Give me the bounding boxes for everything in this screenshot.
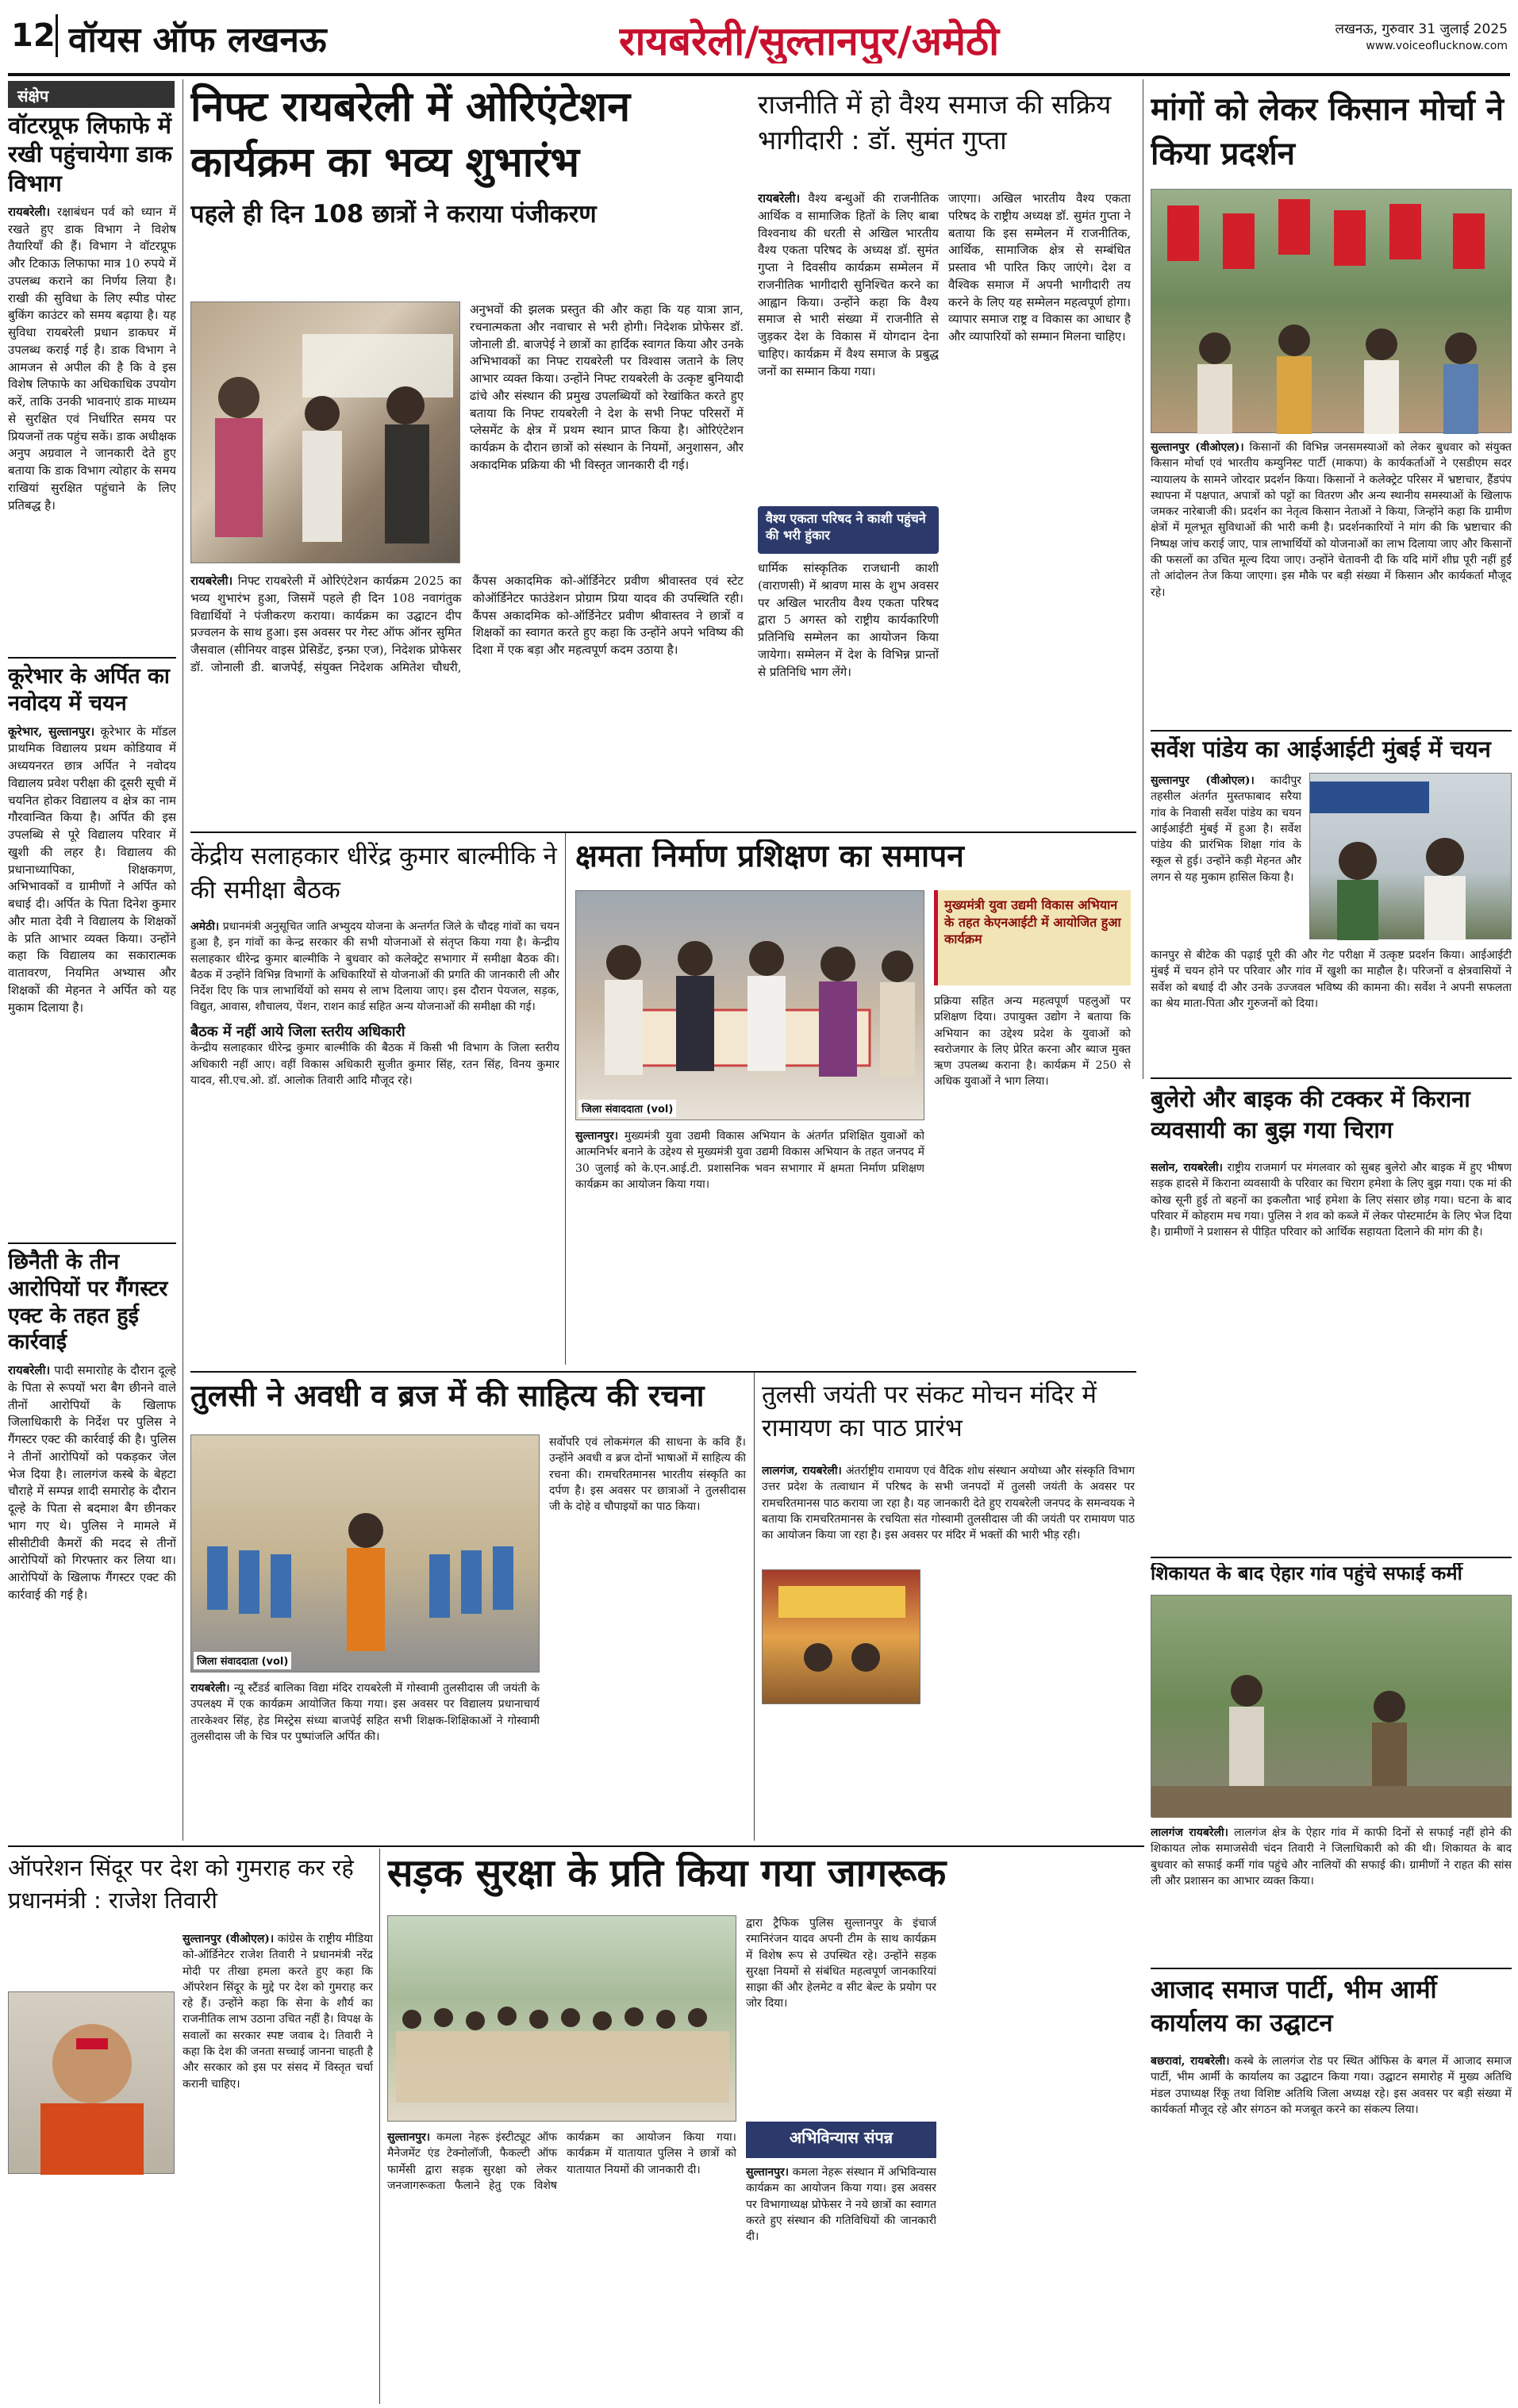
sarvesh-story	[1151, 736, 1512, 1070]
row3-rule	[190, 1371, 1136, 1373]
tulsi-body-2: सर्वोपरि एवं लोकमंगल की साधना के कवि हैं। उन्होंने अवधी व ब्रज दोनों भाषाओं में साहित्य की रचना की। रामचरितमानस भारतीय संस्कृति का दर्पण है। इस अवसर पर छात्राओं ने तुलसीदास जी के दोहे व चौपाइयों का पाठ किया।	[549, 1436, 746, 1514]
sindoor-body-wrap	[8, 1931, 373, 2399]
nift-subhead: पहले ही दिन 108 छात्रों ने कराया पंजीकरण	[190, 200, 597, 229]
road-photo-crowd	[388, 1916, 737, 2122]
tulsi-photo	[190, 1434, 540, 1673]
capacity-body-2: प्रक्रिया सहित अन्य महत्वपूर्ण पहलुओं पर प्रशिक्षण दिया। उपायुक्त उद्योग ने बताया कि अभियान का उद्देश्य प्रदेश के युवाओं को स्वरोजगार के लिए प्रेरित करना और ब्याज मुक्त ऋण उपलब्ध कराना है। कार्यक्रम में 250 से अधिक युवाओं ने भाग लिया।	[934, 995, 1131, 1089]
cleanup-body: लालगंज क्षेत्र के ऐहार गांव में काफी दिनों से सफाई नहीं होने की शिकायत लोक समाजसेवी चंदन तिवारी ने जिलाधिकारी को की थी। शिकायत के बाद बुधवार को सफाई कर्मी गांव पहुंचे और नालियों की सफाई की। ग्रामीणों ने राहत की सांस ली और प्रशासन का आभार व्यक्त किया।	[1151, 1826, 1512, 1888]
accident-dateline: सलोन, रायबरेली।	[1151, 1162, 1223, 1174]
accident-headline: बुलेरो और बाइक की टक्कर में किराना व्यवसायी का बुझ गया चिराग	[1151, 1085, 1470, 1144]
nift-body-1-wrap	[190, 573, 744, 824]
road-body-1: कमला नेहरू इंस्टीट्यूट ऑफ मैनेजमेंट एंड टेक्नोलॉजी, फैकल्टी ऑफ फार्मेसी द्वारा सड़क सुरक्षा को लेकर जनजागरूकता फैलाने हेतु एक विशेष कार्यक्रम का आयोजन किया गया। कार्यक्रम में यातायात पुलिस ने छात्रों को यातायात नियमों की जानकारी दी।	[387, 2131, 736, 2192]
sarvesh-photo	[1309, 773, 1512, 939]
sarvesh-body-2: कानपुर से बीटेक की पढ़ाई पूरी की और गेट परीक्षा में उत्कृष्ट प्रदर्शन किया। आईआईटी मुंबई में चयन होने पर परिवार और गांव में खुशी का माहौल है। परिजनों व क्षेत्रवासियों ने सर्वेश को बधाई दी और उनके उज्जवल भविष्य की कामना की। सर्वेश ने अपनी सफलता का श्रेय माता-पिता और गुरुजनों को दिया।	[1151, 949, 1512, 1010]
vaishya-headline: राजनीति में हो वैश्य समाज की सक्रिय भागीदारी : डॉ. सुमंत गुप्ता	[758, 89, 1112, 156]
accident-rule	[1151, 1077, 1512, 1079]
vaishya-body-1: वैश्य बन्धुओं की राजनीतिक आर्थिक व सामाजिक हितों के लिए बाबा विश्वनाथ की धरती से अखिल भारतीय वैश्य एकता परिषद के अध्यक्ष डॉ. सुमंत गुप्ता ने दिवसीय कार्यक्रम सम्मेलन में राजनीतिक भागीदारी सुनिश्चित करने का आह्वान किया। उन्होंने कहा कि वैश्य समाज से भारी संख्या में राजनीति से जुड़कर देश के विकास में योगदान देना चाहिए। कार्यक्रम में वैश्य समाज के प्रबुद्ध जनों का सम्मान किया गया।	[758, 191, 939, 378]
nift-story	[190, 79, 746, 825]
capacity-body-1: मुख्यमंत्री युवा उद्यमी विकास अभियान के अंतर्गत प्रशिक्षित युवाओं को आत्मनिर्भर बनाने के उद्देश्य से मुख्यमंत्री युवा उद्यमी विकास अभियान के तहत जनपद में 30 जुलाई को के.एन.आई.टी. प्रशासनिक भवन सभागार में क्षमता निर्माण प्रशिक्षण कार्यक्रम का आयोजन किया गया।	[575, 1130, 924, 1191]
accident-body: राष्ट्रीय राजमार्ग पर मंगलवार को सुबह बुलेरो और बाइक में हुए भीषण सड़क हादसे में किराना व्यवसायी के परिवार का चिराग हमेशा के लिए बुझ गया। एक मां की कोख सूनी हुई तो बहनों का इकलौता भाई हमेशा के लिए संसार छोड़ गया। घटना के बाद परिवार में कोहराम मच गया। पुलिस ने शव को कब्जे में लेकर पोस्टमार्टम के लिए भेज दिया है। ग्रामीणों ने प्रशासन से पीड़ित परिवार को आर्थिक सहायता दिलाने की मांग की है।	[1151, 1162, 1512, 1239]
sidebar-story-2	[8, 663, 176, 1235]
sidebar-body-2: कूरेभार के मॉडल प्राथमिक विद्यालय प्रथम कोडियाव में अध्ययनरत छात्र अर्पित ने नवोदय विद्यालय प्रवेश परीक्षा की दूसरी सूची में चयनित होकर विद्यालय व क्षेत्र का नाम गौरवान्वित किया है। अर्पित की इस उपलब्धि से पूरे विद्यालय परिवार में खुशी की लहर है। विद्यालय की प्रधानाध्यापिका, शिक्षकगण, अभिभावकों व ग्रामीणों ने अर्पित को बधाई दी। अर्पित के पिता दिनेश कुमार और माता देवी ने विद्यालय के शिक्षकों के प्रति आभार व्यक्त किया। उन्होंने कहा कि विद्यालय का सकारात्मक वातावरण, नियमित अभ्यास और शिक्षकों की मेहनत ने अर्पित को यह मुकाम दिलाया है।	[8, 724, 176, 1015]
sidebar-headline-2: कूरेभार के अर्पित का नवोदय में चयन	[8, 664, 170, 716]
tulsi-jayanti-dateline: लालगंज, रायबरेली।	[762, 1465, 842, 1477]
sidebar-tab	[8, 81, 175, 108]
road-body-1-wrap	[387, 2130, 736, 2399]
capacity-photo-figures	[576, 891, 925, 1121]
sarvesh-body-1-wrap	[1151, 773, 1301, 943]
sarvesh-headline: सर्वेश पांडेय का आईआईटी मुंबई में चयन	[1151, 736, 1491, 762]
capacity-highlight: मुख्यमंत्री युवा उद्यमी विकास अभियान के तहत केएनआईटी में आयोजित हुआ कार्यक्रम	[944, 897, 1121, 947]
nift-headline: निफ्ट रायबरेली में ओरिएंटेशन कार्यक्रम का भव्य शुभारंभ	[190, 83, 631, 187]
farmers-photo	[1151, 189, 1512, 433]
farmers-story	[1151, 87, 1512, 722]
section-title: रायबरेली/सुल्तानपुर/अमेठी	[619, 18, 1000, 63]
azad-body: कस्बे के लालगंज रोड पर स्थित ऑफिस के बगल में आजाद समाज पार्टी, भीम आर्मी के कार्यालय का उद्घाटन किया गया। उद्घाटन समारोह में मुख्य अतिथि मंडल उपाध्यक्ष रिंकू तथा विशिष्ट अतिथि जिला अध्यक्ष रहे। इस अवसर पर बड़ी संख्या में कार्यकर्ता मौजूद रहे और संगठन को मजबूत करने का संकल्प लिया।	[1151, 2055, 1512, 2116]
road-story	[387, 1852, 1136, 2399]
farmers-headline: मांगों को लेकर किसान मोर्चा ने किया प्रदर्शन	[1151, 91, 1504, 172]
tulsi-body-1: न्यू स्टैंडर्ड बालिका विद्या मंदिर रायबरेली में गोस्वामी तुलसीदास जी जयंती के उपलक्ष्य में एक कार्यक्रम आयोजित किया गया। इस अवसर पर विद्यालय प्रधानाचार्य तारकेश्वर सिंह, हेड मिस्ट्रेस संध्या बाजपेई सहित सभी शिक्षक-शिक्षिकाओं ने गोस्वामी तुलसीदास जी के चित्र पर पुष्पांजलि अर्पित की।	[190, 1682, 540, 1743]
cleanup-story	[1151, 1563, 1512, 1960]
paper-name: वॉयस ऑफ लखनऊ	[68, 20, 327, 60]
capacity-highlight-box	[934, 890, 1131, 985]
masthead-divider	[56, 14, 58, 57]
tulsi-jayanti-story	[762, 1379, 1135, 1839]
committee-body: प्रधानमंत्री अनुसूचित जाति अभ्युदय योजना के अन्तर्गत जिले के चौदह गांवों का चयन हुआ है, इन गांवों का केन्द्र सरकार की सभी योजनाओं से संतृप्त किया गया है। केन्द्रीय सलाहकार धीरेन्द्र कुमार बाल्मीकि ने बुधवार को कलेक्ट्रेट सभागार में समीक्षा बैठक की। बैठक में उन्होंने विभिन्न विभागों के अधिकारियों से योजनाओं की प्रगति की जानकारी ली और निर्देश दिए कि पात्र लाभार्थियों को समय से लाभ दिलाया जाए। इस दौरान पेयजल, सड़क, विद्युत, आवास, शौचालय, पेंशन, राशन कार्ड सहित अन्य योजनाओं की समीक्षा की गई।	[190, 920, 559, 1014]
road-box-body: कमला नेहरू संस्थान में अभिविन्यास कार्यक्रम का आयोजन किया गया। इस अवसर पर विभागाध्यक्ष प्रोफेसर ने नये छात्रों का स्वागत करते हुए संस्थान की गतिविधियों की जानकारी दी।	[746, 2166, 936, 2244]
capacity-photo	[575, 890, 924, 1120]
road-body-2: द्वारा ट्रैफिक पुलिस सुल्तानपुर के इंचार्ज रमानिरंजन यादव अपनी टीम के साथ कार्यक्रम में विशेष रूप से उपस्थित रहे। उन्होंने सड़क सुरक्षा नियमों से संबंधित महत्वपूर्ण जानकारियां साझा कीं और हेलमेट व सीट बेल्ट के प्रयोग पर जोर दिया।	[746, 1917, 936, 2011]
committee-dateline: अमेठी।	[190, 920, 220, 933]
cleanup-photo	[1151, 1595, 1512, 1817]
tulsi-photo-figures	[191, 1435, 540, 1673]
vaishya-box	[758, 506, 939, 554]
page-number: 12	[11, 17, 56, 54]
farmers-body-wrap	[1151, 440, 1512, 722]
tulsi-story	[190, 1379, 746, 1839]
vaishya-box-label: वैश्य एकता परिषद ने काशी पहुंचने की भरी हुंकार	[766, 511, 926, 543]
sidebar-headline-3: छिनैती के तीन आरोपियों पर गैंगस्टर एक्ट के तहत हुई कार्रवाई	[8, 1250, 168, 1355]
road-box	[746, 2122, 936, 2158]
committee-subhead: बैठक में नहीं आये जिला स्तरीय अधिकारी	[190, 1023, 405, 1040]
sindoor-headline: ऑपरेशन सिंदूर पर देश को गुमराह कर रहे प्रधानमंत्री : राजेश तिवारी	[8, 1854, 354, 1914]
nift-photo-figures	[191, 302, 461, 564]
bottom-row-rule	[8, 1845, 1144, 1847]
nift-photo	[190, 301, 460, 563]
tulsi-jayanti-body-wrap	[762, 1463, 1135, 1839]
committee-headline: केंद्रीय सलाहकार धीरेंद्र कुमार बाल्मीकि ने की समीक्षा बैठक	[190, 842, 557, 905]
sidebar-dateline-2: कूरेभार, सुल्तानपुर।	[8, 724, 95, 739]
vaishya-dateline: रायबरेली।	[758, 191, 801, 205]
sindoor-body: कांग्रेस के राष्ट्रीय मीडिया को-ऑर्डिनेटर राजेश तिवारी ने प्रधानमंत्री नरेंद्र मोदी पर तीखा हमला करते हुए कहा कि ऑपरेशन सिंदूर के मुद्दे पर देश को गुमराह कर रहे हैं। उन्होंने कहा कि सेना के शौर्य का राजनीतिक लाभ उठाना उचित नहीं है। विपक्ष के सवालों का सरकार स्पष्ट जवाब दे। तिवारी ने कहा कि देश की जनता सच्चाई जानना चाहती है और सरकार को इस पर संसद में विस्तृत चर्चा करानी चाहिए।	[183, 1933, 373, 2091]
sidebar-tab-label: संक्षेप	[17, 86, 49, 106]
azad-headline: आजाद समाज पार्टी, भीम आर्मी कार्यालय का उद्घाटन	[1151, 1976, 1437, 2037]
sindoor-divider	[379, 1849, 380, 2404]
tulsi-dateline: रायबरेली।	[190, 1682, 230, 1695]
capacity-photo-caption: जिला संवाददाता (vol)	[578, 1100, 676, 1117]
road-dateline: सुल्तानपुर।	[387, 2131, 431, 2144]
vaishya-col-left	[758, 190, 939, 500]
road-photo	[387, 1915, 736, 2122]
vaishya-body-3: जाएगा। अखिल भारतीय वैश्य एकता परिषद के राष्ट्रीय अध्यक्ष डॉ. सुमंत गुप्ता ने बताया कि इस सम्मेलन में राजनीतिक, आर्थिक, सामाजिक क्षेत्र से सम्बंधित प्रस्ताव भी पारित किए जाएंगे। देश व वैश्विक समाज में अपनी भागीदारी तय करने के लिए यह सम्मेलन महत्वपूर्ण होगा। व्यापार समाज राष्ट्र व विकास का आधार है और व्यापारियों को सम्मान मिलना चाहिए।	[948, 191, 1131, 344]
sidebar-rule-2	[8, 1242, 176, 1244]
azad-dateline: बछरावां, रायबरेली।	[1151, 2055, 1230, 2068]
committee-story	[190, 839, 559, 1363]
nift-body-2: अनुभवों की झलक प्रस्तुत की और कहा कि यह यात्रा ज्ञान, रचनात्मकता और नवाचार से भरी होगी। निदेशक प्रोफेसर डॉ. जोनाली डी. बाजपेई ने छात्रों का हार्दिक स्वागत किया और उनके अभिभावकों का निफ्ट रायबरेली पर विश्वास जताने के लिए आभार व्यक्त किया। उन्होंने निफ्ट रायबरेली के उत्कृष्ट बुनियादी ढांचे और संस्थान की प्रमुख उपलब्धियों को रेखांकित करते हुए बताया कि निफ्ट रायबरेली ने देश के सभी निफ्ट परिसरों में प्लेसमेंट के क्षेत्र में प्रथम स्थान प्राप्त किया है। ओरिएंटेशन कार्यक्रम के दौरान छात्रों को संस्थान के नियमों, अनुशासन, और अकादमिक प्रक्रिया की भी विस्तृत जानकारी दी गई।	[470, 302, 744, 472]
sidebar-body-3: पादी समाराोह के दौरान दूल्हे के पिता से रूपयों भरा बैग छीनने वाले तीनों आरोपियों के खिलाफ जिलाधिकारी के निर्देश पर पुलिस ने गैंगस्टर एक्ट की कार्रवाई की है। पुलिस ने तीनों आरोपियों को पकड़कर जेल भेज दिया है। लालगंज कस्बे के बेहटा चौराहे में सम्पन्न शादी समारोह के दौरान दूल्हे के पिता से बदमाश बैग छीनकर भाग गए थे। पुलिस ने मामले में सीसीटीवी कैमरों की मदद से तीनों आरोपियों को गिरफ्तार कर लिया था। आरोपियों के खिलाफ गैंगस्टर एक्ट की कार्रवाई की गई है।	[8, 1363, 176, 1602]
nift-dateline: रायबरेली।	[190, 574, 233, 588]
masthead	[0, 0, 1518, 71]
road-box-label: अभिविन्यास संपन्न	[789, 2128, 894, 2147]
sindoor-photo-spacer	[8, 1931, 183, 2182]
road-box-body-wrap	[746, 2164, 936, 2399]
tulsi-body-1-wrap	[190, 1680, 540, 1839]
sidebar-headline-1: वॉटरप्रूफ लिफाफे में रखी पहुंचायेगा डाक विभाग	[8, 112, 173, 197]
azad-body-wrap	[1151, 2053, 1512, 2399]
cleanup-photo-figures	[1151, 1596, 1512, 1818]
vaishya-columns	[758, 190, 1131, 825]
committee-body-wrap	[190, 919, 559, 1363]
committee-divider	[565, 833, 566, 1365]
vaishya-body-2: धार्मिक सांस्कृतिक राजधानी काशी (वाराणसी) में श्रावण मास के शुभ अवसर पर अखिल भारतीय वैश्य एकता परिषद द्वारा 5 अगस्त को राष्ट्रीय कार्यकारिणी प्रतिनिधि सम्मेलन का आयोजन किया जायेगा। सम्मेलन में देश के विभिन्न प्रान्तों से प्रतिनिधि भाग लेंगे।	[758, 561, 939, 679]
cleanup-headline: शिकायत के बाद ऐहार गांव पहुंचे सफाई कर्मी	[1151, 1563, 1462, 1584]
tulsi-headline: तुलसी ने अवधी व ब्रज में की साहित्य की रचना	[190, 1379, 705, 1413]
sidebar-story-3	[8, 1249, 176, 1836]
azad-rule	[1151, 1968, 1512, 1969]
sidebar-rule-1	[8, 657, 176, 659]
capacity-headline: क्षमता निर्माण प्रशिक्षण का समापन	[575, 839, 964, 874]
accident-story	[1151, 1084, 1512, 1552]
tulsi-photo-caption: जिला संवाददाता (vol)	[194, 1652, 291, 1669]
cleanup-body-wrap	[1151, 1825, 1512, 1960]
farmers-dateline: सुल्तानपुर (वीओएल)।	[1151, 441, 1244, 454]
cleanup-dateline: लालगंज रायबरेली।	[1151, 1826, 1228, 1839]
sidebar-story-1	[8, 111, 176, 651]
masthead-rule	[8, 73, 1510, 76]
capacity-dateline: सुल्तानपुर।	[575, 1130, 619, 1143]
farmers-body: किसानों की विभिन्न जनसमस्याओं को लेकर बुधवार को संयुक्त किसान मोर्चा एवं भारतीय कम्युनिस्ट पार्टी (माकपा) के कार्यकर्ताओं ने एसडीएम सदर न्यायालय के सामने जोरदार प्रदर्शन किया। किसानों ने कलेक्ट्रेट परिसर में भ्रष्टाचार, हैंडपंप स्थापना में पक्षपात, अपात्रों को पट्टों का वितरण और अन्य स्थानीय समस्याओं के खिलाफ जमकर नारेबाजी की। प्रदर्शन का नेतृत्व किसान नेताओं ने किया, जिन्होंने कहा कि ग्रामीण क्षेत्रों में मूलभूत सुविधाओं की भारी कमी है। प्रदर्शनकारियों ने मांग की कि भ्रष्टाचार की निष्पक्ष जांच कराई जाए, पात्र लाभार्थियों को योजनाओं का लाभ दिलाया जाए और किसानों की फसलों का उचित मूल्य दिया जाए। उन्होंने चेतावनी दी कि यदि मांगें शीघ्र पूरी नहीं हुईं तो आंदोलन तेज किया जाएगा। इस मौके पर बड़ी संख्या में किसान और कार्यकर्ता मौजूद रहे।	[1151, 441, 1512, 599]
sarvesh-photo-figures	[1310, 774, 1512, 940]
sidebar-body-1: रक्षाबंधन पर्व को ध्यान में रखते हुए डाक विभाग ने विशेष तैयारियाँ की हैं। विभाग ने वॉटरप्रूफ और टिकाऊ लिफाफा मात्र 10 रुपये में उपलब्ध कराने का निर्णय लिया है। राखी की सुविधा के लिए स्पीड पोस्ट बुकिंग काउंटर को समय बढ़ाया है। यह सुविधा रायबरेली प्रधान डाकघर में उपलब्ध कराई गई है। डाक विभाग ने आमजन से अपील की है कि वे इस विशेष लिफाफे का अधिकाधिक उपयोग करें, ताकि उनकी भावनाएं डाक माध्यम से सुरक्षित एवं निर्धारित समय पर प्रियजनों तक पहुंच सकें। डाक अधीक्षक अनुप अग्रवाल ने जानकारी देते हुए बताया कि डाक विभाग त्योहार के समय राखियां सुरक्षित पहुंचाने के लिए प्रतिबद्ध है।	[8, 204, 176, 513]
road-box-dateline: सुल्तानपुर।	[746, 2166, 790, 2179]
tulsi-jayanti-body: अंतर्राष्ट्रीय रामायण एवं वैदिक शोध संस्थान अयोध्या और संस्कृति विभाग उत्तर प्रदेश के तत्वाधान में परिषद के सभी जनपदों में तुलसी जयंती के अवसर पर रामचरितमानस पाठ कराया जा रहा है। यह जानकारी देते हुए रायबरेली जनपद के समन्वयक ने बताया कि रामचरितमानस के रचयिता संत गोस्वामी तुलसीदास जी की जयंती पर रामायण पाठ का आयोजन किया जा रहा है। इस अवसर पर मंदिर में भक्तों की भारी भीड़ रही।	[762, 1465, 1135, 1542]
sindoor-story	[8, 1852, 373, 2399]
azad-story	[1151, 1974, 1512, 2399]
sidebar-dateline-1: रायबरेली।	[8, 204, 51, 219]
sindoor-dateline: सुल्तानपुर (वीओएल)।	[183, 1933, 275, 1945]
tulsi-jayanti-headline: तुलसी जयंती पर संकट मोचन मंदिर में रामायण का पाठ प्रारंभ	[762, 1381, 1097, 1442]
sarvesh-dateline: सुल्तानपुर (वीओएल)।	[1151, 774, 1255, 787]
farmers-rule	[1151, 730, 1512, 732]
committee-body-2: केन्द्रीय सलाहकार धीरेन्द्र कुमार बाल्मीकि की बैठक में किसी भी विभाग के जिला स्तरीय अधिकारी नहीं आए। वहीं विकास अधिकारी सुजीत कुमार सिंह, रतन सिंह, विनय कुमार यादव, सी.एच.ओ. डॉ. आलोक तिवारी आदि मौजूद रहे।	[190, 1042, 559, 1087]
capacity-story	[575, 839, 1131, 1363]
farmers-photo-flags	[1151, 190, 1512, 434]
accident-body-wrap	[1151, 1160, 1512, 1552]
road-headline: सड़क सुरक्षा के प्रति किया गया जागरूक	[387, 1852, 947, 1895]
sarvesh-body-1: कादीपुर तहसील अंतर्गत मुस्तफाबाद सरैया गांव के निवासी सर्वेश पांडेय का चयन आईआईटी मुंबई में हुआ है। सर्वेश पांडेय की प्रारंभिक शिक्षा गांव के स्कूल से हुई। उन्होंने कड़ी मेहनत और लगन से यह मुकाम हासिल किया है।	[1151, 774, 1301, 884]
cleanup-rule	[1151, 1557, 1512, 1558]
row2-rule	[190, 831, 1136, 833]
capacity-body-1-wrap	[575, 1128, 924, 1363]
tulsi-divider	[754, 1373, 755, 1841]
issue-date: लखनऊ, गुरुवार 31 जुलाई 2025	[1335, 21, 1508, 37]
vaishya-story	[758, 87, 1131, 825]
nift-body-1: निफ्ट रायबरेली में ओरिएंटेशन कार्यक्रम 2025 का भव्य शुभारंभ हुआ, जिसमें पहले ही दिन 108 नवागंतुक विद्यार्थियों ने पंजीकरण कराया। कार्यक्रम का उद्घाटन दीप प्रज्वलन के साथ हुआ। इस अवसर पर गेस्ट ऑफ ऑनर सुमित जैसवाल (सीनियर वाइस प्रेसिडेंट, इन्फ्रा एज), निदेशक प्रोफेसर डॉ. जोनाली डी. बाजपेई, संयुक्त निदेशक अमितेश चौधरी, कैंपस अकादमिक को-ऑर्डिनेटर प्रवीण श्रीवास्तव एवं स्टेट कोऑर्डिनेटर फाउंडेशन प्रोग्राम प्रिया यादव की उपस्थिति रही। कैंपस अकादमिक को-ऑर्डिनेटर प्रवीण श्रीवास्तव ने छात्रों व शिक्षकों का स्वागत करते हुए कहा कि उन्होंने अपने भविष्य की दिशा में एक बड़ा और महत्वपूर्ण कदम उठाया है।	[190, 574, 744, 674]
website: www.voiceoflucknow.com	[1366, 40, 1508, 52]
sidebar-dateline-3: रायबरेली।	[8, 1363, 51, 1377]
